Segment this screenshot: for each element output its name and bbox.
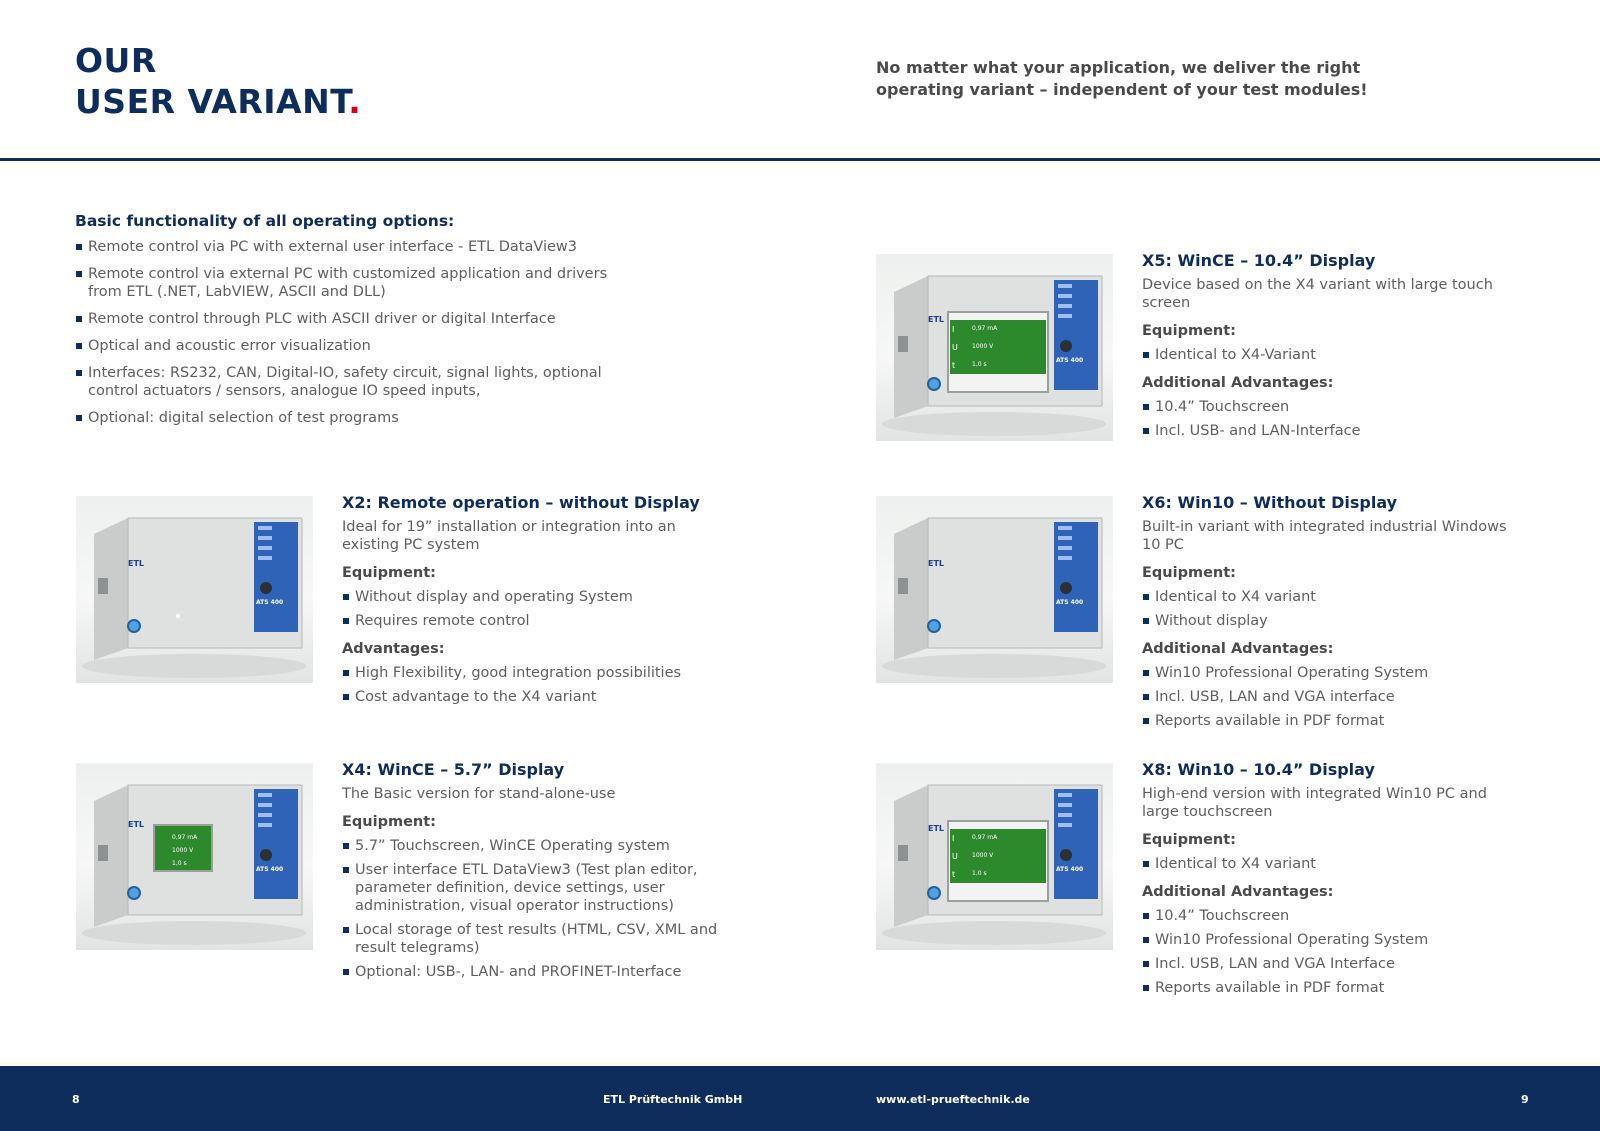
display-time-reading: 1,0 s [972, 361, 987, 368]
variant-x2-advantages-list [342, 664, 722, 706]
list-item: Without display and operating System [342, 588, 722, 606]
list-item: Optical and acoustic error visualization [75, 337, 635, 355]
list-item: Incl. USB, LAN and VGA interface [1142, 688, 1522, 706]
device-image-x5 [876, 254, 1113, 441]
list-item: Identical to X4 variant [1142, 855, 1522, 873]
variant-x6-advantages-label: Additional Advantages: [1142, 641, 1334, 657]
variant-x4-description: The Basic version for stand-alone-use [342, 786, 616, 802]
brand-logo: ETL [128, 559, 145, 568]
list-item: 10.4” Touchscreen [1142, 907, 1522, 925]
display-voltage-reading: 1000 V [972, 343, 994, 350]
device-image-x4 [76, 763, 313, 950]
title-line-1: OUR [75, 41, 157, 80]
variant-x5-description: Device based on the X4 variant with large touch screen [1142, 277, 1493, 311]
page-title [75, 40, 361, 122]
list-item: Identical to X4 variant [1142, 588, 1522, 606]
device-model-label: ATS 400 [1056, 866, 1084, 873]
list-item: Incl. USB- and LAN-Interface [1142, 422, 1522, 440]
basic-functionality-section [75, 212, 635, 436]
variant-x8-advantages-list [1142, 907, 1522, 997]
page-footer [0, 1066, 1600, 1131]
variant-x5-equipment-label: Equipment: [1142, 323, 1236, 339]
variant-x6-equipment-label: Equipment: [1142, 565, 1236, 581]
list-item: Cost advantage to the X4 variant [342, 688, 722, 706]
list-item: 10.4” Touchscreen [1142, 398, 1522, 416]
list-item: Incl. USB, LAN and VGA Interface [1142, 955, 1522, 973]
list-item: Remote control via external PC with customized application and drivers from ETL (.NET, LabVIEW, ASCII and DLL) [75, 265, 635, 301]
company-name: ETL Prüftechnik GmbH [603, 1093, 743, 1106]
variant-x2-equipment-label: Equipment: [342, 565, 436, 581]
display-current-reading: 0,97 mA [972, 325, 998, 332]
variant-x4-equipment-label: Equipment: [342, 814, 436, 830]
brand-logo: ETL [928, 824, 945, 833]
variant-x5-advantages-label: Additional Advantages: [1142, 375, 1334, 391]
list-item: Remote control through PLC with ASCII driver or digital Interface [75, 310, 635, 328]
title-accent-dot: . [348, 82, 362, 121]
device-model-label: ATS 400 [1056, 599, 1084, 606]
variant-x4-title: X4: WinCE – 5.7” Display [342, 760, 565, 779]
display-symbol-t: t [952, 870, 956, 879]
page-number-left: 8 [72, 1093, 80, 1106]
list-item: Win10 Professional Operating System [1142, 664, 1522, 682]
variant-x6-advantages-list [1142, 664, 1522, 730]
device-model-label: ATS 400 [256, 599, 284, 606]
list-item: Local storage of test results (HTML, CSV, XML and result telegrams) [342, 921, 722, 957]
list-item: High Flexibility, good integration possibilities [342, 664, 722, 682]
list-item: Without display [1142, 612, 1522, 630]
list-item: Identical to X4-Variant [1142, 346, 1522, 364]
list-item: Reports available in PDF format [1142, 712, 1522, 730]
display-current-reading: 0,97 mA [972, 834, 998, 841]
list-item: User interface ETL DataView3 (Test plan editor, parameter definition, device settings, user administration, visual operator instructions) [342, 861, 722, 915]
variant-x5-advantages-list [1142, 398, 1522, 440]
device-image-x6 [876, 496, 1113, 683]
variant-x5-equipment-list [1142, 346, 1522, 364]
device-model-label: ATS 400 [256, 866, 284, 873]
display-symbol-u: U [952, 852, 958, 861]
list-item: Win10 Professional Operating System [1142, 931, 1522, 949]
page-number-right: 9 [1521, 1093, 1529, 1106]
display-time-reading: 1,0 s [172, 860, 187, 867]
website-link[interactable]: www.etl-prueftechnik.de [876, 1093, 1030, 1106]
device-image-x8 [876, 763, 1113, 950]
variant-x8-equipment-label: Equipment: [1142, 832, 1236, 848]
display-symbol-i: I [952, 325, 955, 334]
list-item: Requires remote control [342, 612, 722, 630]
variant-x6-description: Built-in variant with integrated industrial Windows 10 PC [1142, 519, 1507, 553]
intro-text: No matter what your application, we deliver the right operating variant – independent of your test modules! [876, 58, 1368, 99]
variant-x2-equipment-list [342, 588, 722, 630]
variant-x6-title: X6: Win10 – Without Display [1142, 493, 1398, 512]
brand-logo: ETL [128, 820, 145, 829]
display-time-reading: 1,0 s [972, 870, 987, 877]
display-voltage-reading: 1000 V [172, 847, 194, 854]
list-item: Remote control via PC with external user interface - ETL DataView3 [75, 238, 635, 256]
variant-x8-title: X8: Win10 – 10.4” Display [1142, 760, 1375, 779]
variant-x2-description: Ideal for 19” installation or integration into an existing PC system [342, 519, 676, 553]
device-image-x2 [76, 496, 313, 683]
display-symbol-t: t [952, 361, 956, 370]
list-item: Reports available in PDF format [1142, 979, 1522, 997]
device-model-label: ATS 400 [1056, 357, 1084, 364]
variant-x4-equipment-list [342, 837, 722, 981]
title-line-2: USER VARIANT [75, 82, 349, 121]
variant-x8-equipment-list [1142, 855, 1522, 873]
brand-logo: ETL [928, 559, 945, 568]
display-voltage-reading: 1000 V [972, 852, 994, 859]
header-divider [0, 158, 1600, 161]
display-symbol-i: I [952, 834, 955, 843]
list-item: Optional: digital selection of test programs [75, 409, 635, 427]
variant-x5-title: X5: WinCE – 10.4” Display [1142, 251, 1376, 270]
display-current-reading: 0,97 mA [172, 834, 198, 841]
variant-x8-description: High-end version with integrated Win10 PC and large touchscreen [1142, 786, 1487, 820]
basic-functionality-heading: Basic functionality of all operating options: [75, 212, 455, 230]
variant-x2-title: X2: Remote operation – without Display [342, 493, 700, 512]
list-item: 5.7” Touchscreen, WinCE Operating system [342, 837, 722, 855]
brand-logo: ETL [928, 315, 945, 324]
list-item: Optional: USB-, LAN- and PROFINET-Interface [342, 963, 722, 981]
basic-functionality-list [75, 238, 635, 427]
variant-x2-advantages-label: Advantages: [342, 641, 445, 657]
variant-x8-advantages-label: Additional Advantages: [1142, 884, 1334, 900]
list-item: Interfaces: RS232, CAN, Digital-IO, safety circuit, signal lights, optional control actuators / sensors, analogue IO speed inputs, [75, 364, 635, 400]
variant-x6-equipment-list [1142, 588, 1522, 630]
display-symbol-u: U [952, 343, 958, 352]
